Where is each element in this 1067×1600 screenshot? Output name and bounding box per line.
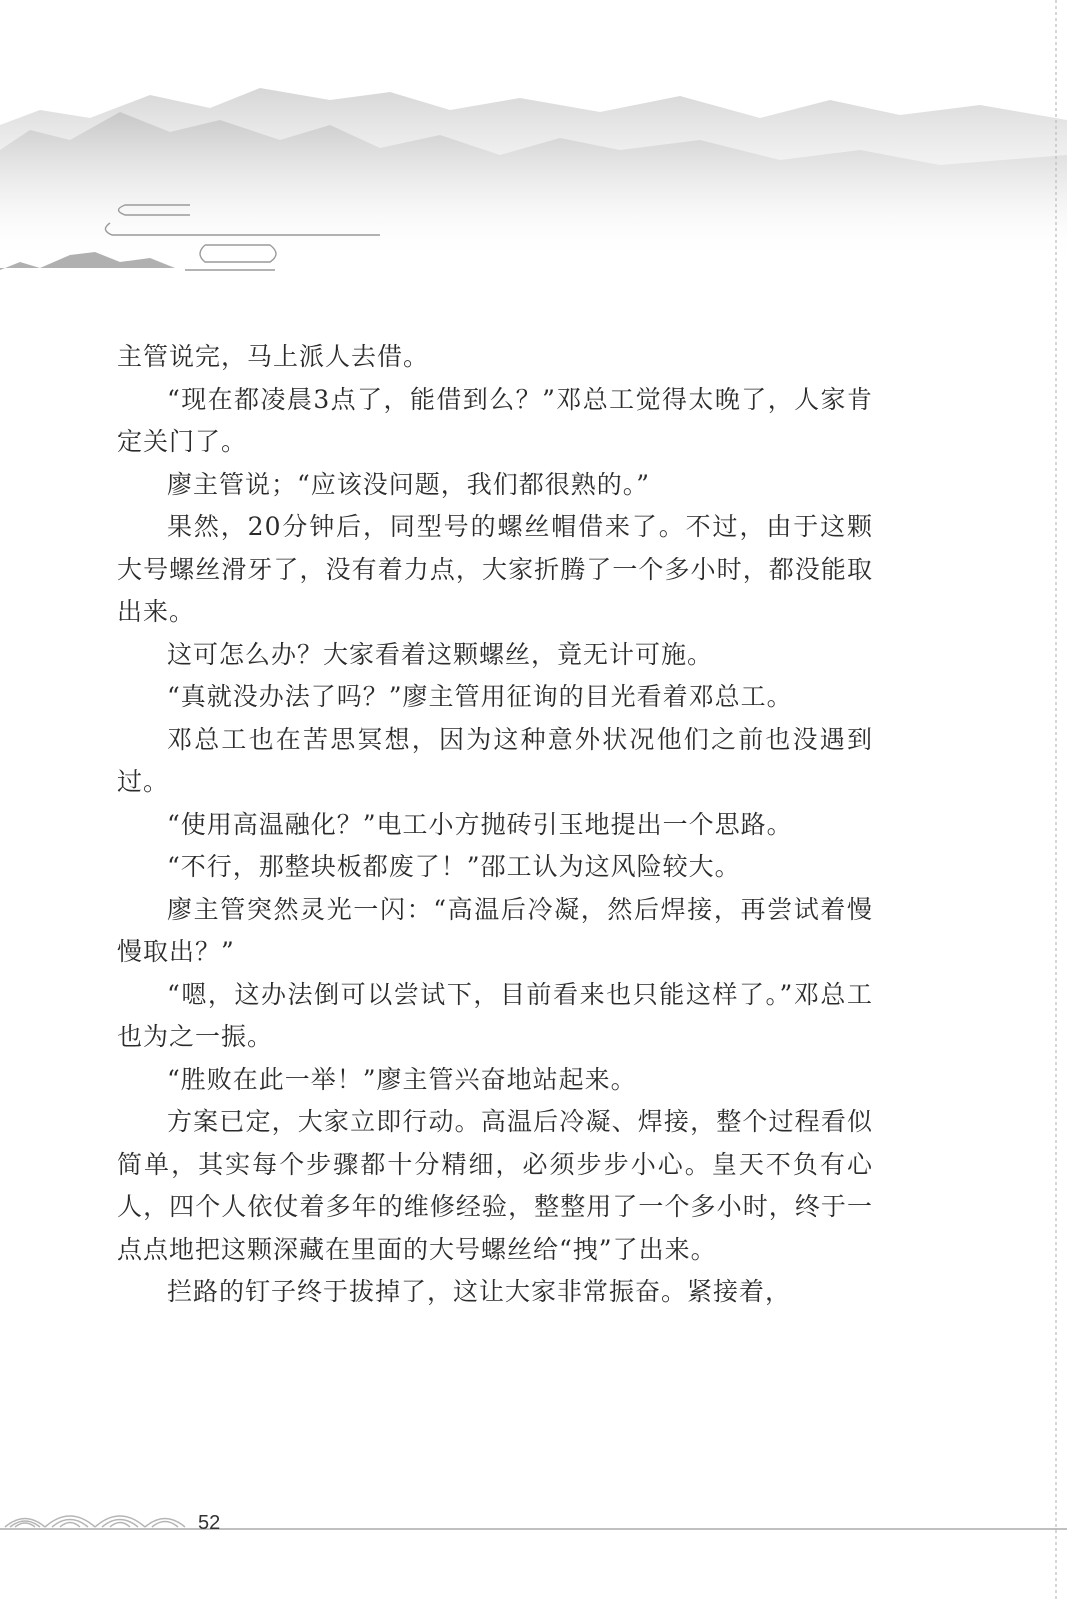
body-text — [117, 336, 873, 1314]
footer-wave-ornament — [0, 1505, 1067, 1545]
paragraph: 拦路的钉子终于拔掉了，这让大家非常振奋。紧接着， — [167, 1277, 792, 1306]
paragraph: “不行，那整块板都废了！”邵工认为这风险较大。 — [167, 852, 741, 881]
paragraph: 果然，20分钟后，同型号的螺丝帽借来了。不过，由于这颗大号螺丝滑牙了，没有着力点，大家折腾了一个多小时，都没能取出来。 — [117, 512, 873, 626]
paragraph: 这可怎么办？大家看着这颗螺丝，竟无计可施。 — [167, 639, 714, 669]
paragraph: “使用高温融化？”电工小方抛砖引玉地提出一个思路。 — [167, 809, 793, 839]
paragraph: 廖主管突然灵光一闪：“高温后冷凝，然后焊接，再尝试着慢慢取出？” — [117, 894, 873, 966]
paragraph: 主管说完，马上派人去借。 — [117, 342, 430, 371]
page-edge-dots — [1055, 0, 1057, 1600]
paragraph: 邓总工也在苦思冥想，因为这种意外状况他们之前也没遇到过。 — [117, 724, 873, 796]
paragraph: 方案已定，大家立即行动。高温后冷凝、焊接，整个过程看似简单，其实每个步骤都十分精细，必须步步小心。皇天不负有心人，四个人依仗着多年的维修经验，整整用了一个多小时，终于一点点地把这颗深藏在里面的大号螺丝给“拽”了出来。 — [117, 1107, 873, 1264]
header-mountain-illustration — [0, 0, 1067, 300]
paragraph: “真就没办法了吗？”廖主管用征询的目光看着邓总工。 — [167, 682, 793, 711]
paragraph: “胜败在此一举！”廖主管兴奋地站起来。 — [167, 1064, 637, 1094]
page-number: 52 — [198, 1512, 221, 1534]
paragraph: “现在都凌晨3点了，能借到么？”邓总工觉得太晚了，人家肯定关门了。 — [117, 384, 873, 456]
paragraph: 廖主管说；“应该没问题，我们都很熟的。” — [167, 469, 651, 499]
paragraph: “嗯，这办法倒可以尝试下，目前看来也只能这样了。”邓总工也为之一振。 — [117, 979, 873, 1051]
